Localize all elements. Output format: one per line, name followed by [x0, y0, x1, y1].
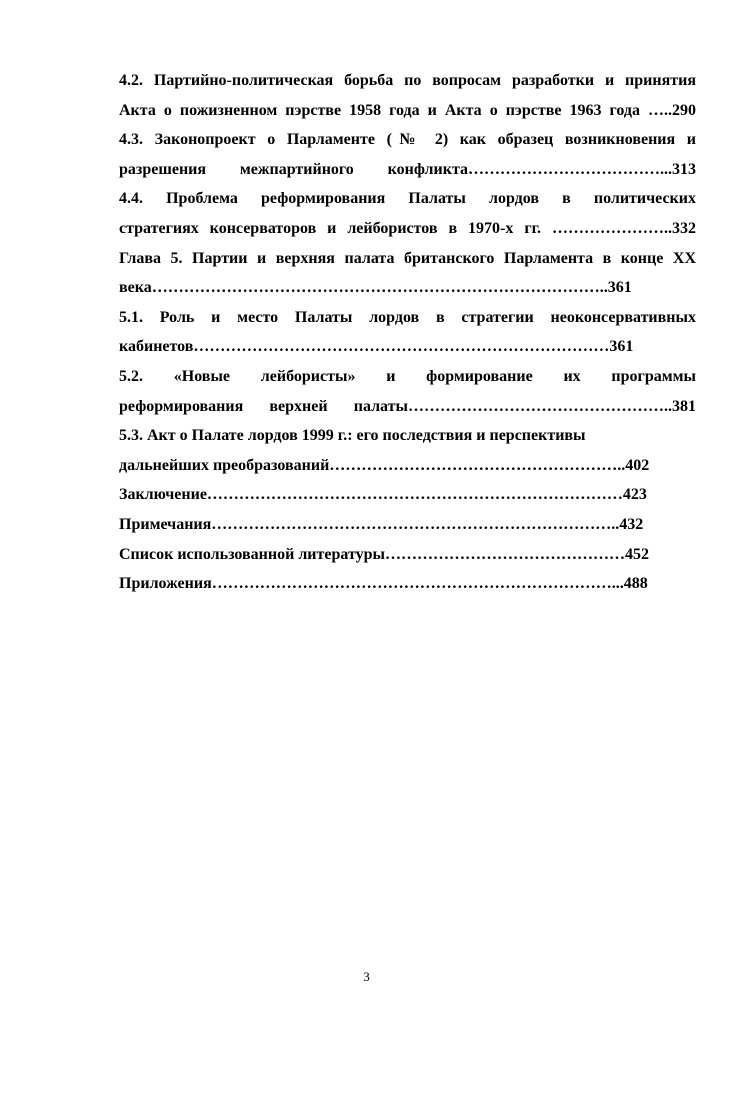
- toc-line-5-3-part1: 5.3. Акт о Палате лордов 1999 г.: его последствия и перспективы: [119, 427, 586, 445]
- toc-line-chapter-5-part2: века…………………………………………………………………………..361: [119, 279, 632, 297]
- toc-line-appendices: Приложения…………………………………………………………………...488: [119, 575, 648, 593]
- toc-line-5-1-part2: кабинетов……………………………………………………………………361: [119, 338, 634, 356]
- toc-line-conclusion: Заключение……………………………………………………………………423: [119, 486, 647, 504]
- toc-line-4-4-part1: 4.4. Проблема реформирования Палаты лордов в политических: [119, 190, 696, 208]
- toc-line-chapter-5-part1: Глава 5. Партии и верхняя палата британского Парламента в конце XX: [119, 249, 696, 267]
- toc-line-4-3-part2: разрешения межпартийного конфликта………………………………...313: [119, 160, 696, 178]
- page-number: 3: [363, 969, 370, 984]
- toc-line-5-1-part1: 5.1. Роль и место Палаты лордов в стратегии неоконсервативных: [119, 308, 696, 326]
- table-of-contents: [119, 66, 696, 599]
- toc-line-notes: Примечания…………………………………………………………………..432: [119, 515, 644, 533]
- toc-line-4-4-part2: стратегиях консерваторов и лейбористов в 1970-х гг. …………………..332: [119, 219, 696, 237]
- toc-line-5-3-part2: дальнейших преобразований………………………………………………..402: [119, 456, 650, 474]
- toc-line-4-2-part1: 4.2. Партийно-политическая борьба по вопросам разработки и принятия: [119, 72, 696, 89]
- toc-line-4-2-part2: Акта о пожизненном пэрстве 1958 года и Акта о пэрстве 1963 года …..290: [119, 101, 696, 119]
- toc-line-4-3-part1: 4.3. Законопроект о Парламенте (№ 2) как образец возникновения и: [119, 131, 696, 149]
- toc-line-5-2-part1: 5.2. «Новые лейбористы» и формирование их программы: [119, 367, 696, 385]
- toc-line-bibliography: Список использованной литературы………………………………………452: [119, 545, 649, 563]
- toc-line-5-2-part2: реформирования верхней палаты…………………………………………..381: [119, 397, 696, 415]
